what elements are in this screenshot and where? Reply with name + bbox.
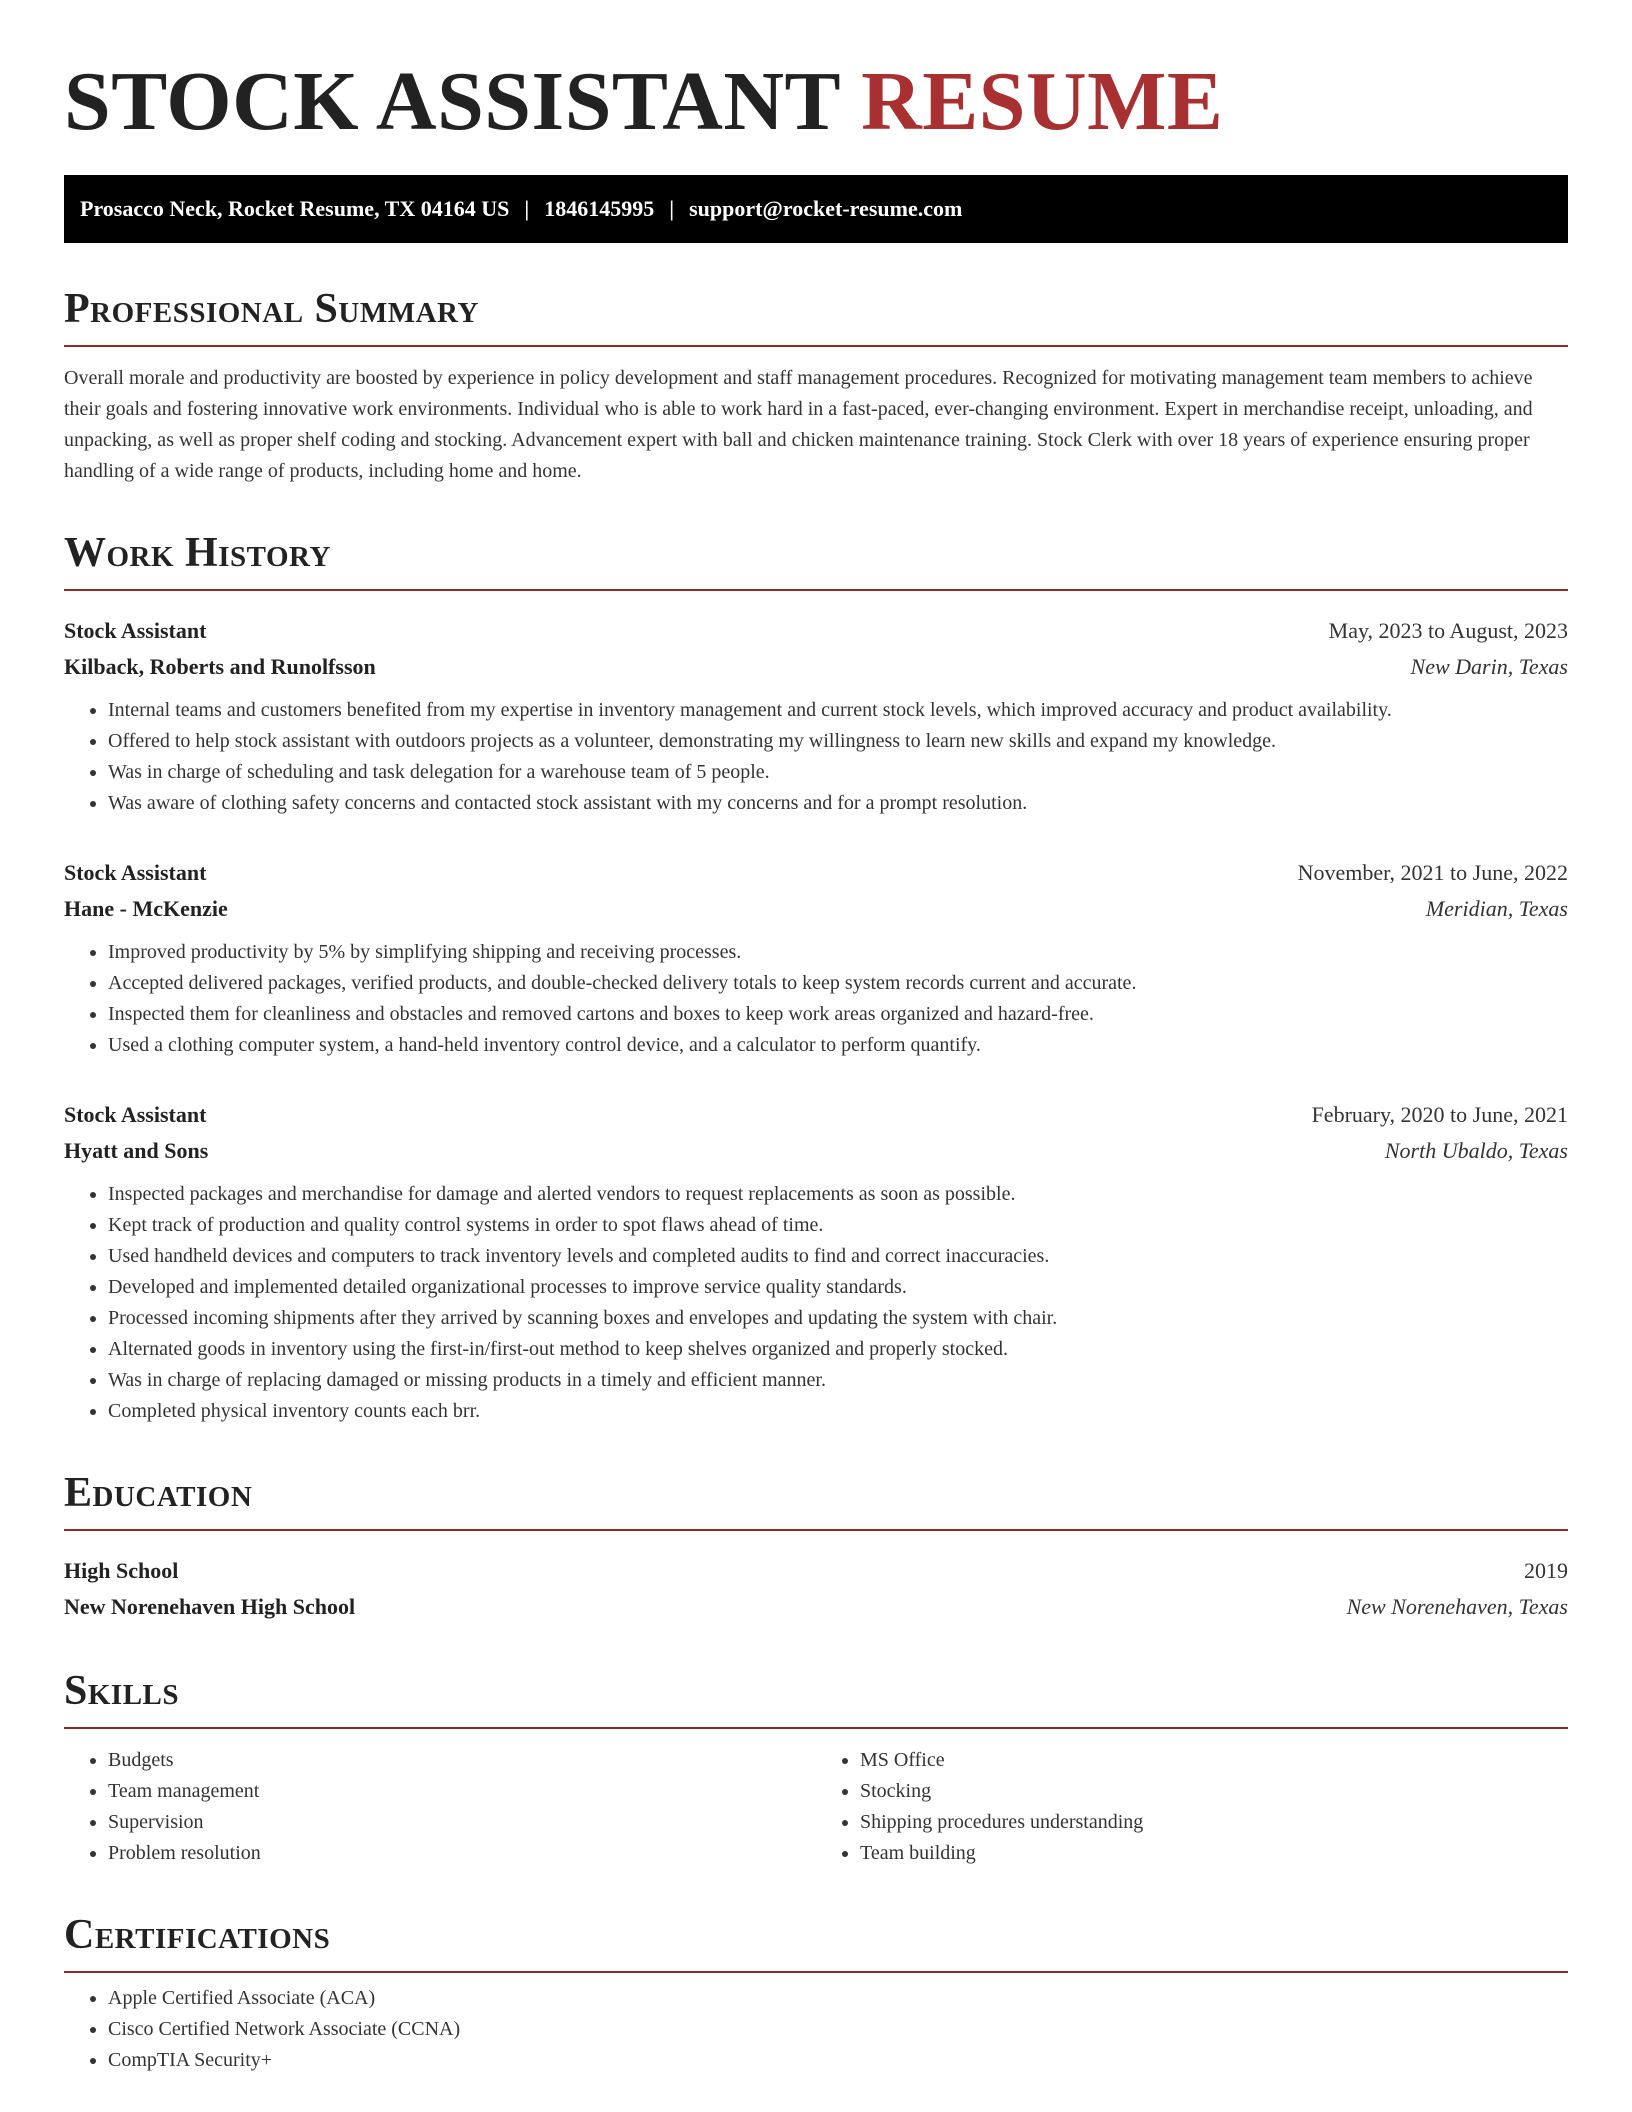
- job-company: Hane - McKenzie: [64, 896, 228, 921]
- certification-item: • Cisco Certified Network Associate (CCNA): [108, 2014, 1568, 2045]
- education-heading: Education: [64, 1469, 1568, 1531]
- job-location: Meridian, Texas: [1425, 896, 1568, 921]
- title-main: STOCK ASSISTANT: [64, 55, 840, 148]
- job-dates: May, 2023 to August, 2023: [1328, 618, 1568, 643]
- skill-item: • Team management: [108, 1776, 816, 1807]
- skills-left-list: [64, 1745, 816, 1869]
- job-location: North Ubaldo, Texas: [1384, 1138, 1568, 1163]
- job-bullet: • Was aware of clothing safety concerns and contacted stock assistant with my concerns and for a prompt resolution.: [108, 788, 1568, 819]
- contact-email: support@rocket-resume.com: [689, 196, 963, 221]
- resume-title: [64, 52, 1568, 152]
- job-company-row: [64, 891, 1568, 927]
- job-bullet: • Accepted delivered packages, verified products, and double-checked delivery totals to keep system records current and accurate.: [108, 968, 1568, 999]
- education-school-row: [64, 1589, 1568, 1625]
- job-bullets: [64, 695, 1568, 819]
- education-degree-row: [64, 1553, 1568, 1589]
- contact-phone: 1846145995: [544, 196, 655, 221]
- skill-item: • MS Office: [860, 1745, 1568, 1776]
- job-bullet: • Inspected them for cleanliness and obstacles and removed cartons and boxes to keep work areas organized and hazard-free.: [108, 999, 1568, 1030]
- education-year: 2019: [1524, 1558, 1568, 1583]
- job-company: Kilback, Roberts and Runolfsson: [64, 654, 376, 679]
- skill-item: • Shipping procedures understanding: [860, 1807, 1568, 1838]
- job-title: Stock Assistant: [64, 1102, 207, 1127]
- education-location: New Norenehaven, Texas: [1346, 1594, 1568, 1619]
- job-bullet: • Completed physical inventory counts each brr.: [108, 1396, 1568, 1427]
- job-entry: [64, 613, 1568, 819]
- certification-item: • Apple Certified Associate (ACA): [108, 1983, 1568, 2014]
- title-accent: RESUME: [861, 55, 1224, 148]
- job-bullet: • Inspected packages and merchandise for damage and alerted vendors to request replacements as soon as possible.: [108, 1179, 1568, 1210]
- skill-item: • Problem resolution: [108, 1838, 816, 1869]
- job-title-row: [64, 1097, 1568, 1133]
- job-bullet: • Alternated goods in inventory using the first-in/first-out method to keep shelves organized and properly stocked.: [108, 1334, 1568, 1365]
- education-section: [64, 1469, 1568, 1625]
- resume-page: [64, 52, 1568, 2076]
- job-bullet: • Was in charge of scheduling and task delegation for a warehouse team of 5 people.: [108, 757, 1568, 788]
- contact-bar: [64, 175, 1568, 243]
- job-entry: [64, 1097, 1568, 1427]
- job-bullets: [64, 1179, 1568, 1427]
- summary-text: Overall morale and productivity are boosted by experience in policy development and staff management procedures. Recognized for motivating management team members to achieve their goals and fostering innovative work environments. Individual who is able to work hard in a fast-paced, ever-changing environment. Expert in merchandise receipt, unloading, and unpacking, as well as proper shelf coding and stocking. Advancement expert with ball and chicken maintenance training. Stock Clerk with over 18 years of experience ensuring proper handling of a wide range of products, including home and home.: [64, 367, 1533, 482]
- skills-section: [64, 1667, 1568, 1869]
- skill-item: • Team building: [860, 1838, 1568, 1869]
- certification-item: • CompTIA Security+: [108, 2045, 1568, 2076]
- education-degree: High School: [64, 1558, 179, 1583]
- job-bullet: • Improved productivity by 5% by simplifying shipping and receiving processes.: [108, 937, 1568, 968]
- certifications-heading: Certifications: [64, 1911, 1568, 1973]
- job-bullet: • Developed and implemented detailed organizational processes to improve service quality standards.: [108, 1272, 1568, 1303]
- contact-address: Prosacco Neck, Rocket Resume, TX 04164 US: [80, 196, 510, 221]
- job-bullets: [64, 937, 1568, 1061]
- contact-separator: |: [524, 196, 530, 221]
- job-dates: November, 2021 to June, 2022: [1297, 860, 1568, 885]
- job-company-row: [64, 1133, 1568, 1169]
- job-bullet: • Was in charge of replacing damaged or missing products in a timely and efficient manner.: [108, 1365, 1568, 1396]
- skill-item: • Supervision: [108, 1807, 816, 1838]
- skills-columns: [64, 1745, 1568, 1869]
- job-bullet: • Kept track of production and quality control systems in order to spot flaws ahead of time.: [108, 1210, 1568, 1241]
- job-entry: [64, 855, 1568, 1061]
- job-company: Hyatt and Sons: [64, 1138, 209, 1163]
- job-title-row: [64, 855, 1568, 891]
- skill-item: • Budgets: [108, 1745, 816, 1776]
- summary-section: [64, 285, 1568, 487]
- certifications-list: [64, 1983, 1568, 2076]
- skills-right-list: [816, 1745, 1568, 1869]
- skill-item: • Stocking: [860, 1776, 1568, 1807]
- job-title: Stock Assistant: [64, 618, 207, 643]
- contact-separator: |: [669, 196, 675, 221]
- job-bullet: • Processed incoming shipments after they arrived by scanning boxes and envelopes and updating the system with chair.: [108, 1303, 1568, 1334]
- job-company-row: [64, 649, 1568, 685]
- job-bullet: • Used a clothing computer system, a hand-held inventory control device, and a calculator to perform quantify.: [108, 1030, 1568, 1061]
- job-location: New Darin, Texas: [1410, 654, 1568, 679]
- work-history-heading: Work History: [64, 529, 1568, 591]
- summary-heading: Professional Summary: [64, 285, 1568, 347]
- job-title: Stock Assistant: [64, 860, 207, 885]
- certifications-section: [64, 1911, 1568, 2076]
- work-history-section: [64, 529, 1568, 1427]
- education-entry: [64, 1553, 1568, 1625]
- education-school: New Norenehaven High School: [64, 1594, 356, 1619]
- skills-heading: Skills: [64, 1667, 1568, 1729]
- job-dates: February, 2020 to June, 2021: [1311, 1102, 1568, 1127]
- job-bullet: • Internal teams and customers benefited from my expertise in inventory management and current stock levels, which improved accuracy and product availability.: [108, 695, 1568, 726]
- job-bullet: • Used handheld devices and computers to track inventory levels and completed audits to find and correct inaccuracies.: [108, 1241, 1568, 1272]
- job-title-row: [64, 613, 1568, 649]
- job-bullet: • Offered to help stock assistant with outdoors projects as a volunteer, demonstrating my willingness to learn new skills and expand my knowledge.: [108, 726, 1568, 757]
